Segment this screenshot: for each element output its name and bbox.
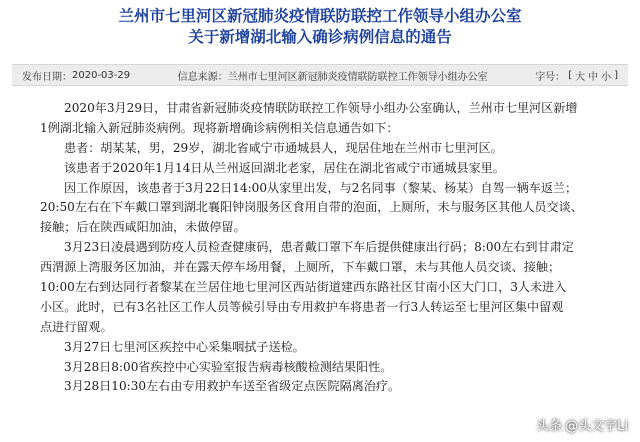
publish-date-value: 2020-03-29 — [72, 69, 131, 81]
body-line: 点进行留观。 — [40, 319, 113, 334]
notice-title-block — [0, 6, 640, 48]
font-size-open-bracket: [ — [568, 69, 573, 81]
font-size-medium-button[interactable]: 中 — [588, 71, 599, 83]
body-line: 该患者于2020年1月14日从兰州返回湖北老家，居住在湖北省咸宁市通城县家里。 — [64, 160, 505, 175]
info-source-label: 信息来源： — [177, 71, 228, 83]
font-size-large-button[interactable]: 大 — [575, 71, 586, 83]
body-line: 患者：胡某某，男，29岁，湖北省咸宁市通城县人，现居住地在兰州市七里河区。 — [64, 140, 503, 155]
body-line: 3月28日8:00省疾控中心实验室报告病毒核酸检测结果阳性。 — [64, 359, 393, 374]
body-line: 3月23日凌晨遇到防疫人员检查健康码，患者戴口罩下车后提供健康出行码；8:00左右到甘肃定 — [64, 240, 574, 255]
info-source-value: 兰州市七里河区新冠肺炎疫情联防联控工作领导小组办公室 — [227, 71, 488, 83]
publish-date — [22, 68, 130, 83]
body-line: 小区。此时，已有3名社区工作人员等候引导由专用救护车将患者一行3人转运至七里河区集中留观 — [40, 299, 564, 314]
font-size-small-button[interactable]: 小 — [601, 71, 612, 83]
publish-date-label: 发布日期： — [22, 71, 72, 83]
info-source — [178, 68, 488, 83]
body-line: 西渭源上湾服务区加油，并在露天停车场用餐，上厕所，下车戴口罩，未与其他人员交谈、接触； — [40, 260, 561, 275]
body-line: 接触；后在陕西咸阳加油，未做停留。 — [40, 220, 246, 235]
watermark-account: @头文字Li — [565, 419, 628, 434]
notice-title-line-1: 兰州市七里河区新冠肺炎疫情联防联控工作领导小组办公室 — [118, 7, 522, 25]
body-line: 2020年3月29日，甘肃省新冠肺炎疫情联防联控工作领导小组办公室确认，兰州市七里河区新增 — [64, 101, 578, 115]
font-size-label: 字号： — [535, 71, 566, 83]
meta-info-bar — [12, 64, 628, 86]
font-size-controls — [535, 68, 618, 83]
notice-body — [40, 99, 606, 397]
body-line: 20:50左右在下车戴口罩到湖北襄阳钟岗服务区食用自带的泡面，上厕所，未与服务区其他人员交谈、 — [40, 200, 583, 215]
body-line: 3月27日七里河区疾控中心采集咽拭子送检。 — [64, 339, 305, 354]
watermark-platform: 头条 — [536, 419, 563, 434]
watermark — [536, 415, 628, 434]
body-line: 1例湖北输入新冠肺炎病例。现将新增确诊病例相关信息通告如下： — [40, 120, 399, 135]
font-size-close-bracket: ] — [614, 69, 618, 81]
body-line: 因工作原因，该患者于3月22日14:00从家里出发，与2名同事（黎某、杨某）自驾一辆车返兰； — [64, 180, 578, 195]
body-line: 10:00左右到达同行者黎某在兰居住地七里河区西站街道建西东路社区甘南小区大门口，3人未进入 — [40, 280, 567, 295]
body-line: 3月28日10:30左右由专用救护车送至省级定点医院隔离治疗。 — [64, 379, 401, 394]
notice-title-line-2: 关于新增湖北输入确诊病例信息的通告 — [188, 28, 452, 46]
